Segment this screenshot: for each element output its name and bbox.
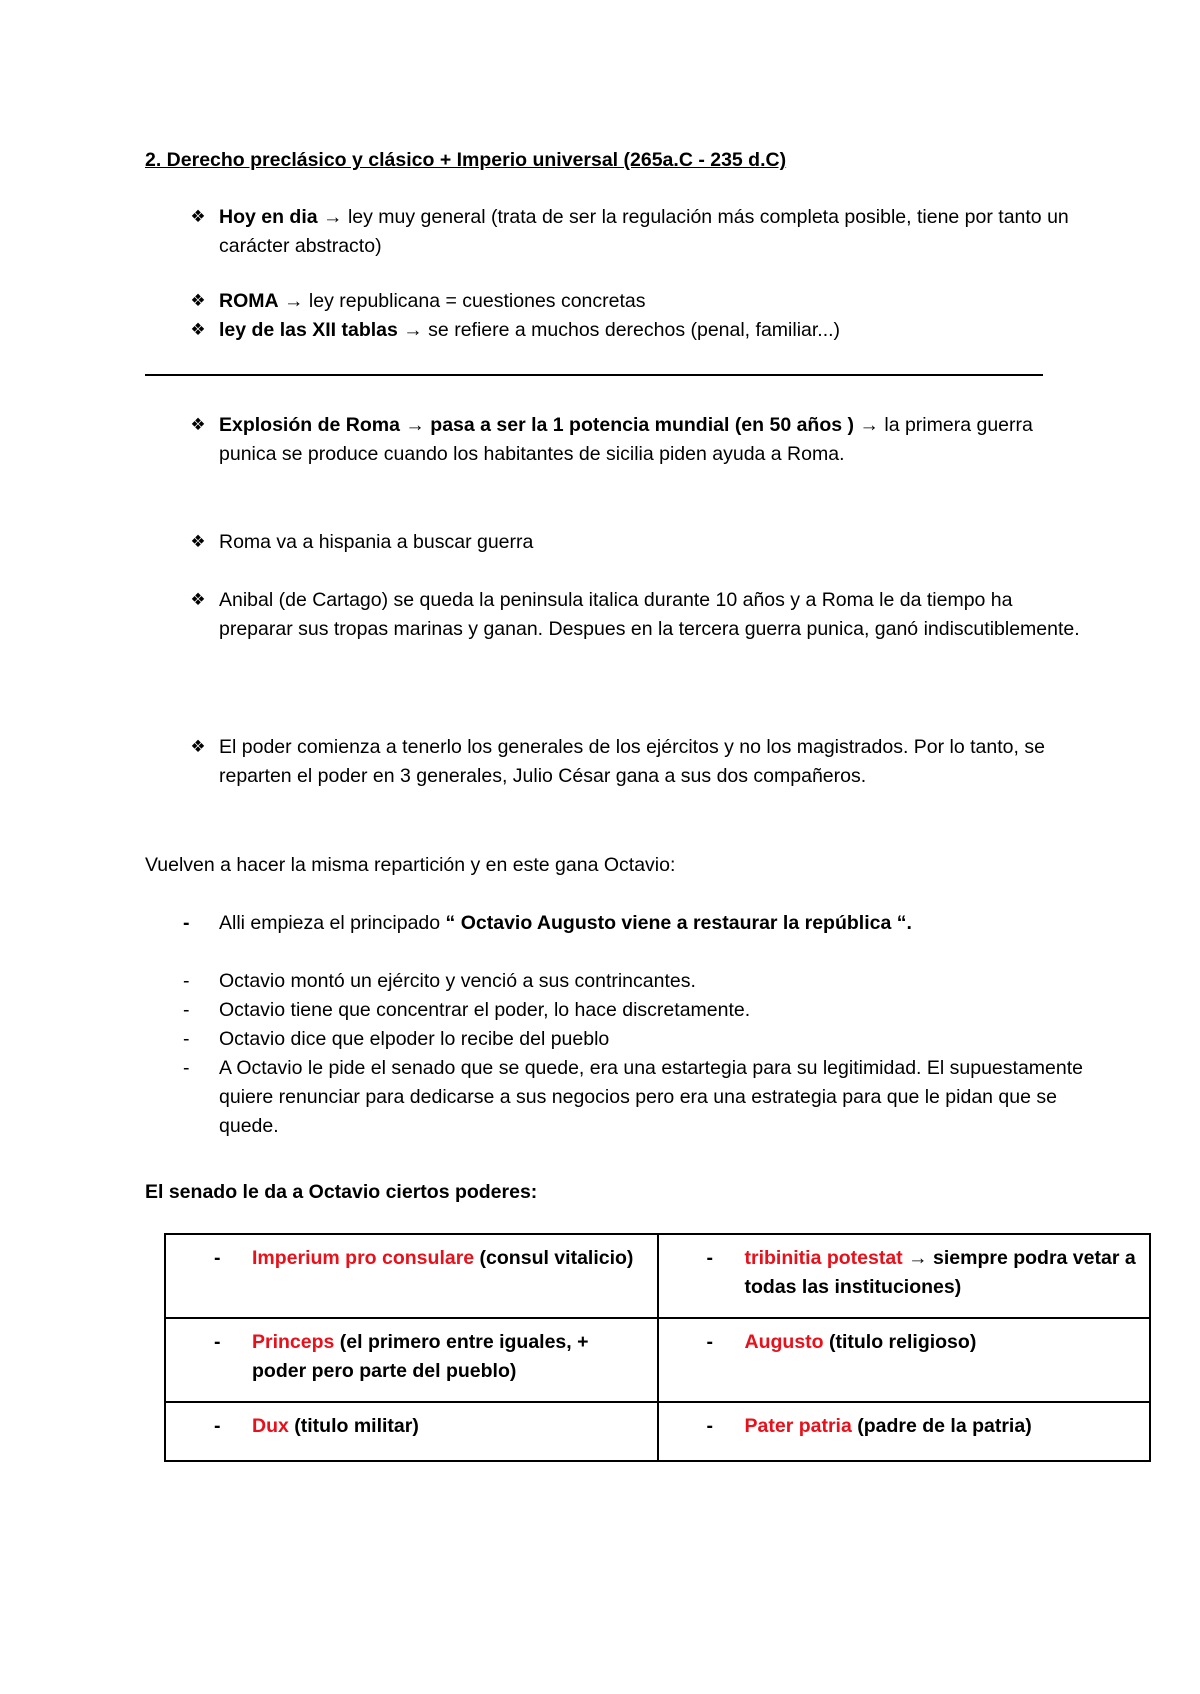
power-name: Augusto [744, 1331, 824, 1353]
power-desc: (padre de la patria) [851, 1415, 1032, 1437]
bullet-hispania [183, 528, 1089, 557]
arrow-icon: → [859, 414, 879, 436]
dash-text: Octavio montó un ejército y venció a sus contrincantes. [219, 970, 696, 992]
bullet-text: se refiere a muchos derechos (penal, familiar...) [422, 319, 841, 341]
dash-item [183, 1054, 1099, 1141]
dash-marker: - [706, 1331, 713, 1353]
bullet-anibal [183, 586, 1089, 644]
power-desc: (el primero entre iguales, + poder pero parte del pueblo) [252, 1331, 589, 1382]
dash-item [183, 967, 1099, 996]
dash-marker: - [214, 1247, 221, 1269]
table-cell [165, 1318, 658, 1402]
dash-marker: - [706, 1415, 713, 1437]
bullet-bold-text: ROMA [219, 290, 279, 312]
bullet-text: Roma va a hispania a buscar guerra [219, 531, 534, 553]
dash-text: Octavio dice que elpoder lo recibe del pueblo [219, 1028, 610, 1050]
table-cell [658, 1402, 1151, 1461]
dash-text: Alli empieza el principado [219, 912, 446, 934]
bullet-xii-tablas [183, 316, 1089, 345]
table-cell [658, 1318, 1151, 1402]
table-cell [165, 1402, 658, 1461]
power-name: Imperium pro consulare [252, 1247, 475, 1269]
diamond-bullet-icon: ❖ [190, 737, 206, 757]
power-name: tribinitia potestat [744, 1247, 903, 1269]
power-name: Dux [252, 1415, 289, 1437]
diamond-bullet-icon: ❖ [190, 207, 206, 227]
horizontal-divider [145, 374, 1043, 376]
dash-text: A Octavio le pide el senado que se quede, era una estartegia para su legitimidad. El supuestamente quiere renunciar para dedicarse a sus negocios pero era una estrategia para que le pidan que se quede. [219, 1057, 1083, 1137]
dash-marker: - [183, 970, 190, 992]
table-cell [658, 1234, 1151, 1318]
bullet-text: Anibal (de Cartago) se queda la peninsula italica durante 10 años y a Roma le da tiempo ha preparar sus tropas marinas y ganan. Despues en la tercera guerra punica, ganó indiscutiblemente. [219, 589, 1080, 640]
dash-marker: - [183, 999, 190, 1021]
bullet-bold-text: Hoy en dia [219, 206, 318, 228]
table-cell [165, 1234, 658, 1318]
diamond-bullet-icon: ❖ [190, 291, 206, 311]
diamond-bullet-icon: ❖ [190, 320, 206, 340]
dash-marker: - [183, 912, 190, 934]
diamond-bullet-icon: ❖ [190, 415, 206, 435]
power-desc: (titulo religioso) [823, 1331, 977, 1353]
bullet-explosion-roma [183, 411, 1089, 469]
bullet-poder-generales [183, 733, 1089, 791]
dash-marker: - [214, 1415, 221, 1437]
table-row [165, 1318, 1150, 1402]
power-name: Princeps [252, 1331, 335, 1353]
diamond-bullet-icon: ❖ [190, 590, 206, 610]
bullet-roma [183, 287, 1089, 316]
bullet-bold-text: ley de las XII tablas [219, 319, 398, 341]
arrow-icon: → [403, 319, 423, 341]
arrow-icon: → [323, 206, 343, 228]
power-name: Pater patria [744, 1415, 852, 1437]
dash-text: Octavio tiene que concentrar el poder, lo hace discretamente. [219, 999, 751, 1021]
paragraph-reparticion: Vuelven a hacer la misma repartición y en este gana Octavio: [145, 854, 676, 876]
bullet-text: ley republicana = cuestiones concretas [303, 290, 646, 312]
bullet-hoy-en-dia [183, 203, 1089, 261]
dash-marker: - [183, 1028, 190, 1050]
bullet-bold-text: Explosión de Roma → pasa a ser la 1 potencia mundial (en 50 años ) [219, 414, 855, 436]
dash-item [183, 996, 1099, 1025]
arrow-icon: → [284, 290, 304, 312]
table-row [165, 1402, 1150, 1461]
dash-bold-quote: “ Octavio Augusto viene a restaurar la república “. [445, 912, 912, 934]
power-desc: → siempre podra vetar a todas las instituciones) [744, 1247, 1136, 1298]
dash-marker: - [183, 1057, 190, 1079]
dash-item [183, 1025, 1099, 1054]
bullet-text: la primera guerra punica se produce cuando los habitantes de sicilia piden ayuda a Roma. [219, 414, 1033, 465]
power-desc: (titulo militar) [288, 1415, 419, 1437]
powers-table [164, 1233, 1151, 1462]
dash-item-principado [183, 909, 1099, 938]
bullet-text: ley muy general (trata de ser la regulación más completa posible, tiene por tanto un carácter abstracto) [219, 206, 1069, 257]
table-row [165, 1234, 1150, 1318]
diamond-bullet-icon: ❖ [190, 532, 206, 552]
senado-heading: El senado le da a Octavio ciertos poderes: [145, 1181, 538, 1203]
dash-marker: - [706, 1247, 713, 1269]
page-title: 2. Derecho preclásico y clásico + Imperio universal (265a.C - 235 d.C) [145, 149, 787, 171]
power-desc: (consul vitalicio) [474, 1247, 634, 1269]
dash-marker: - [214, 1331, 221, 1353]
bullet-text: El poder comienza a tenerlo los generales de los ejércitos y no los magistrados. Por lo tanto, se reparten el poder en 3 generales, Julio César gana a sus dos compañeros. [219, 736, 1045, 787]
